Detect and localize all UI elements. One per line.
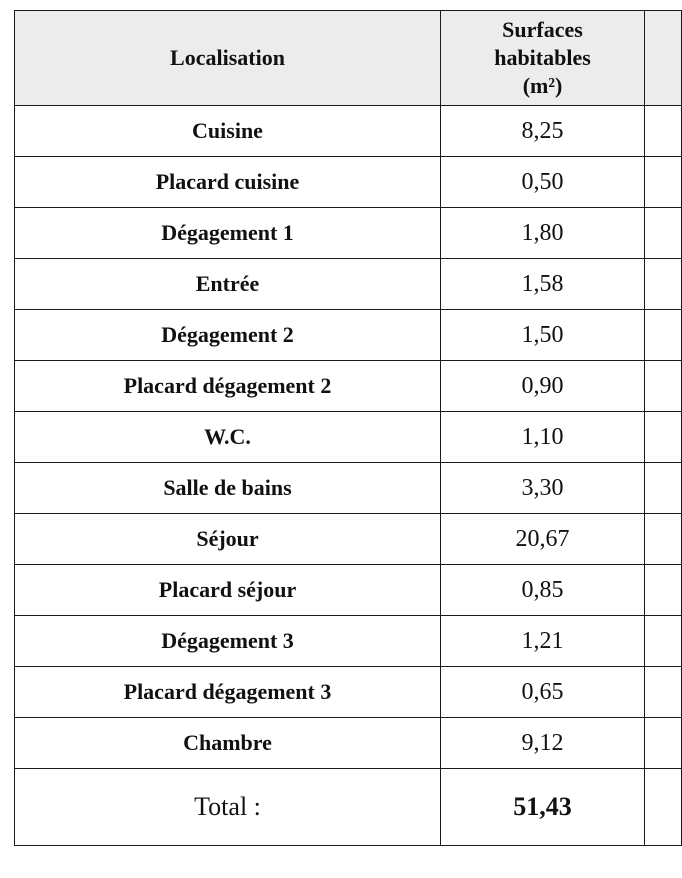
table-row — [15, 463, 682, 514]
cell-localisation: Placard cuisine — [15, 157, 441, 208]
cell-surface: 1,50 — [441, 310, 645, 361]
cell-empty — [645, 565, 682, 616]
cell-surface: 3,30 — [441, 463, 645, 514]
cell-surface: 8,25 — [441, 106, 645, 157]
table-row — [15, 361, 682, 412]
cell-empty — [645, 208, 682, 259]
cell-localisation: Cuisine — [15, 106, 441, 157]
total-value: 51,43 — [441, 769, 645, 846]
cell-localisation: Dégagement 1 — [15, 208, 441, 259]
cell-surface: 1,10 — [441, 412, 645, 463]
cell-empty — [645, 718, 682, 769]
cell-localisation: Dégagement 3 — [15, 616, 441, 667]
surface-table — [14, 10, 682, 846]
table-row — [15, 718, 682, 769]
cell-localisation: Placard dégagement 3 — [15, 667, 441, 718]
cell-empty — [645, 106, 682, 157]
cell-empty — [645, 769, 682, 846]
cell-surface: 1,21 — [441, 616, 645, 667]
table-row — [15, 157, 682, 208]
cell-empty — [645, 310, 682, 361]
table-row — [15, 310, 682, 361]
cell-empty — [645, 361, 682, 412]
cell-localisation: Salle de bains — [15, 463, 441, 514]
cell-surface: 1,58 — [441, 259, 645, 310]
cell-surface: 0,65 — [441, 667, 645, 718]
cell-localisation: Dégagement 2 — [15, 310, 441, 361]
total-label: Total : — [15, 769, 441, 846]
table-row — [15, 616, 682, 667]
header-empty-cell — [645, 11, 682, 106]
table-row — [15, 514, 682, 565]
cell-empty — [645, 667, 682, 718]
cell-localisation: Séjour — [15, 514, 441, 565]
cell-empty — [645, 259, 682, 310]
cell-localisation: Placard dégagement 2 — [15, 361, 441, 412]
table-row — [15, 106, 682, 157]
cell-surface: 0,85 — [441, 565, 645, 616]
header-surfaces-line-2: habitables — [494, 45, 591, 70]
cell-localisation: Entrée — [15, 259, 441, 310]
cell-surface: 0,50 — [441, 157, 645, 208]
cell-empty — [645, 157, 682, 208]
table-body — [15, 106, 682, 769]
cell-localisation: W.C. — [15, 412, 441, 463]
header-surfaces — [441, 11, 645, 106]
header-surfaces-line-1: Surfaces — [502, 17, 583, 42]
header-surfaces-line-3: (m²) — [522, 73, 563, 98]
cell-surface: 9,12 — [441, 718, 645, 769]
total-row — [15, 769, 682, 846]
table-row — [15, 565, 682, 616]
cell-localisation: Placard séjour — [15, 565, 441, 616]
cell-surface: 0,90 — [441, 361, 645, 412]
table-header-row — [15, 11, 682, 106]
table-row — [15, 667, 682, 718]
cell-surface: 1,80 — [441, 208, 645, 259]
table-row — [15, 208, 682, 259]
cell-empty — [645, 616, 682, 667]
cell-empty — [645, 412, 682, 463]
header-localisation: Localisation — [15, 11, 441, 106]
cell-empty — [645, 514, 682, 565]
cell-localisation: Chambre — [15, 718, 441, 769]
cell-empty — [645, 463, 682, 514]
table-row — [15, 259, 682, 310]
cell-surface: 20,67 — [441, 514, 645, 565]
table-row — [15, 412, 682, 463]
